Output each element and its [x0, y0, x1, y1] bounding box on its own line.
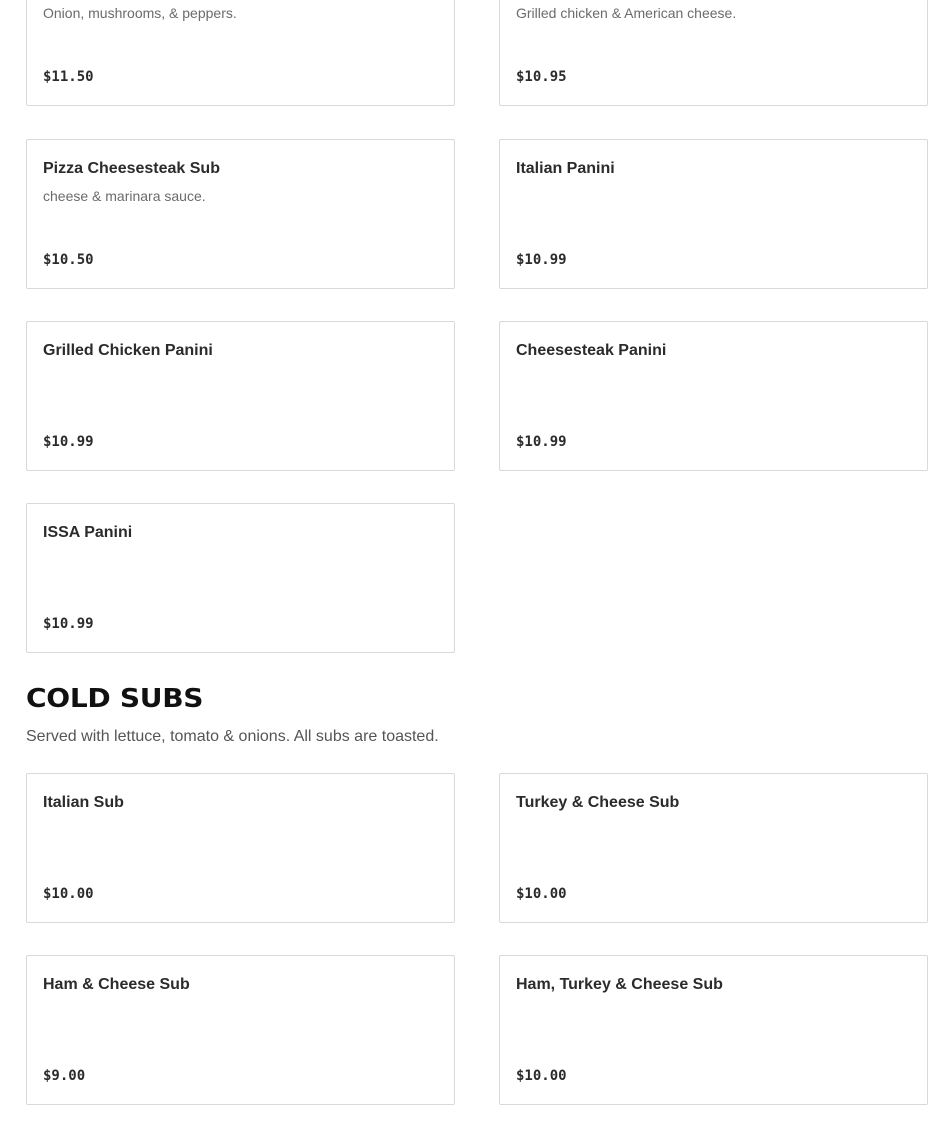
section-title: COLD SUBS	[26, 684, 204, 714]
menu-item-name: ISSA Panini	[43, 524, 133, 541]
menu-item-name: Turkey & Cheese Sub	[516, 794, 680, 811]
menu-item-card[interactable]	[26, 139, 455, 289]
menu-item-price: $10.99	[43, 434, 94, 450]
menu-item-price: $10.95	[516, 69, 567, 85]
menu-item-card[interactable]	[499, 0, 928, 106]
menu-item-price: $10.00	[43, 886, 94, 902]
menu-item-name: Grilled Chicken Panini	[43, 342, 213, 359]
menu-item-price: $10.00	[516, 1068, 567, 1084]
menu-item-price: $10.99	[516, 252, 567, 268]
menu-item-card[interactable]	[499, 773, 928, 923]
menu-item-name: Italian Sub	[43, 794, 124, 811]
menu-item-description: cheese & marinara sauce.	[43, 188, 206, 204]
menu-item-name: Ham, Turkey & Cheese Sub	[516, 976, 723, 993]
menu-item-card[interactable]	[499, 139, 928, 289]
menu-item-card[interactable]	[26, 773, 455, 923]
menu-item-card[interactable]	[26, 955, 455, 1105]
menu-item-card[interactable]	[26, 503, 455, 653]
menu-item-price: $11.50	[43, 69, 94, 85]
menu-item-price: $10.00	[516, 886, 567, 902]
menu-item-price: $9.00	[43, 1068, 86, 1084]
menu-item-card[interactable]	[26, 0, 455, 106]
menu-item-description: Onion, mushrooms, & peppers.	[43, 5, 237, 21]
menu-item-name: Pizza Cheesesteak Sub	[43, 160, 220, 177]
menu-item-card[interactable]	[499, 321, 928, 471]
menu-item-card[interactable]	[499, 955, 928, 1105]
menu-item-price: $10.99	[43, 616, 94, 632]
menu-item-price: $10.99	[516, 434, 567, 450]
menu-item-name: Italian Panini	[516, 160, 615, 177]
section-description: Served with lettuce, tomato & onions. All subs are toasted.	[26, 728, 439, 745]
menu-item-price: $10.50	[43, 252, 94, 268]
menu-item-name: Cheesesteak Panini	[516, 342, 667, 359]
menu-item-description: Grilled chicken & American cheese.	[516, 5, 737, 21]
menu-item-card[interactable]	[26, 321, 455, 471]
menu-item-name: Ham & Cheese Sub	[43, 976, 190, 993]
